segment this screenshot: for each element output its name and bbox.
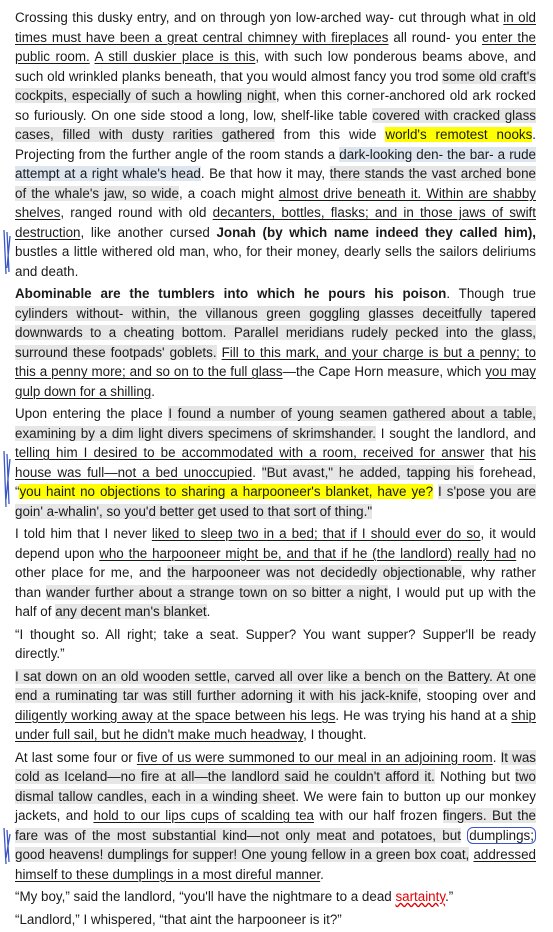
paragraph [15, 910, 536, 930]
text-run: . [492, 749, 501, 765]
paragraph [15, 667, 536, 745]
text-run: covered with cracked glass cases, filled with dusty rarities gathered [15, 107, 536, 142]
text-run: telling him I desired to be accommodated with a room, received for answer [15, 445, 485, 460]
text-run: . [151, 383, 155, 399]
text-run: I found a number of young seamen gathered about a table, examining by a dim light divers specimens of skrimshander. [15, 406, 536, 441]
text-run: .” [445, 889, 454, 904]
text-run: decanters, bottles, flasks; and in those jaws of swift destruction [15, 205, 536, 240]
paragraph [15, 284, 536, 401]
text-run: five of us were summoned to our meal in an adjoining room [136, 749, 493, 765]
text-run: "But avast," he added, tapping his [261, 464, 474, 480]
text-run: you haint no objections to sharing a harpooneer's blanket, have ye? [19, 484, 434, 499]
text-run: fingers. But the fare was of the most substantial kind—not only meat and potatoes, but [15, 808, 537, 843]
text-run: ship under full sail, but he didn't make much headway [15, 707, 536, 742]
text-run: there stands the vast arched bone of the whale's jaw, so wide [15, 166, 537, 201]
text-run: his house was full—not a bed unoccupied [15, 445, 536, 480]
text-run: liked to sleep two in a bed; that if I should ever do so [151, 526, 481, 541]
text-run: Jonah (by which name indeed they called him), [216, 224, 536, 240]
text-run: addressed himself to these dumplings in a most direful manner [15, 847, 536, 882]
text-run: , a coach might [178, 185, 279, 201]
pen-margin-mark [1, 826, 13, 866]
text-run: Abominable are the tumblers into which he pours his poison [15, 286, 447, 301]
text-run: dark-looking den- the bar- a rude attempt at a right whale's head [15, 146, 536, 181]
text-run: , ranged round with old [60, 205, 213, 220]
paragraph [15, 625, 536, 664]
text-run: in old times must have been a great central chimney with fireplaces [15, 10, 536, 45]
text-run: bustles a little withered old man, who, for their money, dearly sells the sailors deliriums and death. [15, 244, 536, 279]
paragraph [15, 524, 536, 622]
text-run: . [252, 464, 262, 480]
text-run: A still duskier place is this [94, 49, 256, 64]
text-run: diligently working away at the space between his legs [15, 707, 336, 723]
text-run: cylinders without- within, the villanous green goggling glasses deceitfully tapered downwards to a cheating bottom. Parallel meridians rudely pecked into the glass, surround these footpads' goblets. [15, 305, 536, 360]
text-run: . Be that how it may, [200, 166, 330, 181]
text-run: you may gulp down for a shilling [15, 364, 536, 399]
text-run: . Projecting from the further angle of the room stands a [15, 127, 537, 162]
text-run: . We were fain to button up our monkey jackets, and [15, 788, 536, 823]
text-run: , with such low ponderous beams above, and such old wrinkled planks beneath, that you would almost fancy you trod [15, 49, 537, 84]
text-run: from this wide [274, 127, 386, 142]
text-run: good heavens! dumplings for supper! One young fellow in a green box coat, [15, 847, 470, 862]
circled-word: dumplings; [469, 827, 534, 843]
text-run: . [320, 866, 324, 882]
paragraph [15, 748, 536, 885]
text-run: the harpooneer was not decidedly objectionable [167, 565, 462, 580]
text-run: “My boy,” said the landlord, “you'll have the nightmare to a dead [15, 889, 396, 904]
text-run: It was cold as Iceland—no fire at all—the landlord said he couldn't afford it. [15, 749, 536, 784]
text-run: . Though true [446, 286, 536, 301]
text-run: , it would depend upon [15, 526, 537, 561]
text-run: “I thought so. All right; take a seat. Supper? You want supper? Supper'll be ready directly.” [15, 626, 536, 661]
text-run: Upon entering the place [15, 406, 169, 421]
misspelled-word: sartainty [395, 889, 446, 904]
text-run: , like another cursed [80, 224, 217, 240]
text-run: At last some four or [15, 749, 137, 765]
text-run: I sought the landlord, and [376, 425, 536, 441]
text-run: some old craft's cockpits, especially of such a howling night [15, 68, 536, 103]
text-run: , I would put up with the half of [15, 584, 536, 619]
text-run: I s'pose you are goin' a-whalin', so you'd better get used to that sort of thing." [15, 484, 536, 519]
text-run: . [206, 604, 211, 619]
text-run: Crossing this dusky entry, and on through yon low-arched way- cut through what [15, 10, 504, 25]
paragraph [15, 404, 536, 521]
paragraph [15, 887, 536, 907]
text-run: Nothing but [434, 769, 516, 784]
text-run: , why rather than [15, 565, 536, 600]
text-run: all round- you [388, 29, 482, 45]
text-run: , I thought. [303, 727, 367, 742]
text-run: —the Cape Horn measure, which [282, 364, 486, 379]
text-run: forehead, “ [15, 464, 536, 499]
pen-margin-mark [1, 228, 13, 276]
text-run: almost drive beneath it. Within are shabby shelves [15, 185, 537, 220]
text-run: hold to our lips cups of scalding tea [93, 808, 314, 823]
text-run: enter the public room. [15, 29, 536, 64]
text-run: Fill to this mark, and your charge is but a penny; to this a penny more; and so on to the full glass [15, 344, 536, 379]
text-run: , stooping over and [417, 688, 536, 703]
text-run: that [484, 445, 519, 460]
text-run: , when this corner-anchored old ark rocked so furiously. On one side stood a long, low, shelf-like table [15, 88, 536, 123]
document-body [15, 8, 536, 932]
text-run: no other place for me, and [15, 545, 536, 580]
text-run: who the harpooneer might be, and that if he (the landlord) really had [99, 545, 517, 561]
text-run: wander further about a strange town on so bitter a night [46, 584, 388, 600]
text-run: world's remotest nooks [385, 127, 533, 142]
text-run: two dismal tallow candles, each in a winding sheet [15, 769, 536, 804]
text-run: At one end a ruminating tar was still further adorning it with his jack-knife [15, 668, 536, 703]
text-run: any decent man's blanket [55, 604, 207, 619]
pen-margin-mark [1, 449, 13, 509]
text-run: I sat down on an old wooden settle, carved all over like a bench on the Battery. [15, 668, 493, 684]
text-run: I told him that I never [15, 526, 152, 541]
paragraph [15, 8, 536, 281]
text-run: “Landlord,” I whispered, “that aint the harpooneer is it?” [15, 911, 342, 927]
text-run: . He was trying his hand at a [335, 707, 512, 723]
text-run: with our half frozen [313, 808, 443, 823]
